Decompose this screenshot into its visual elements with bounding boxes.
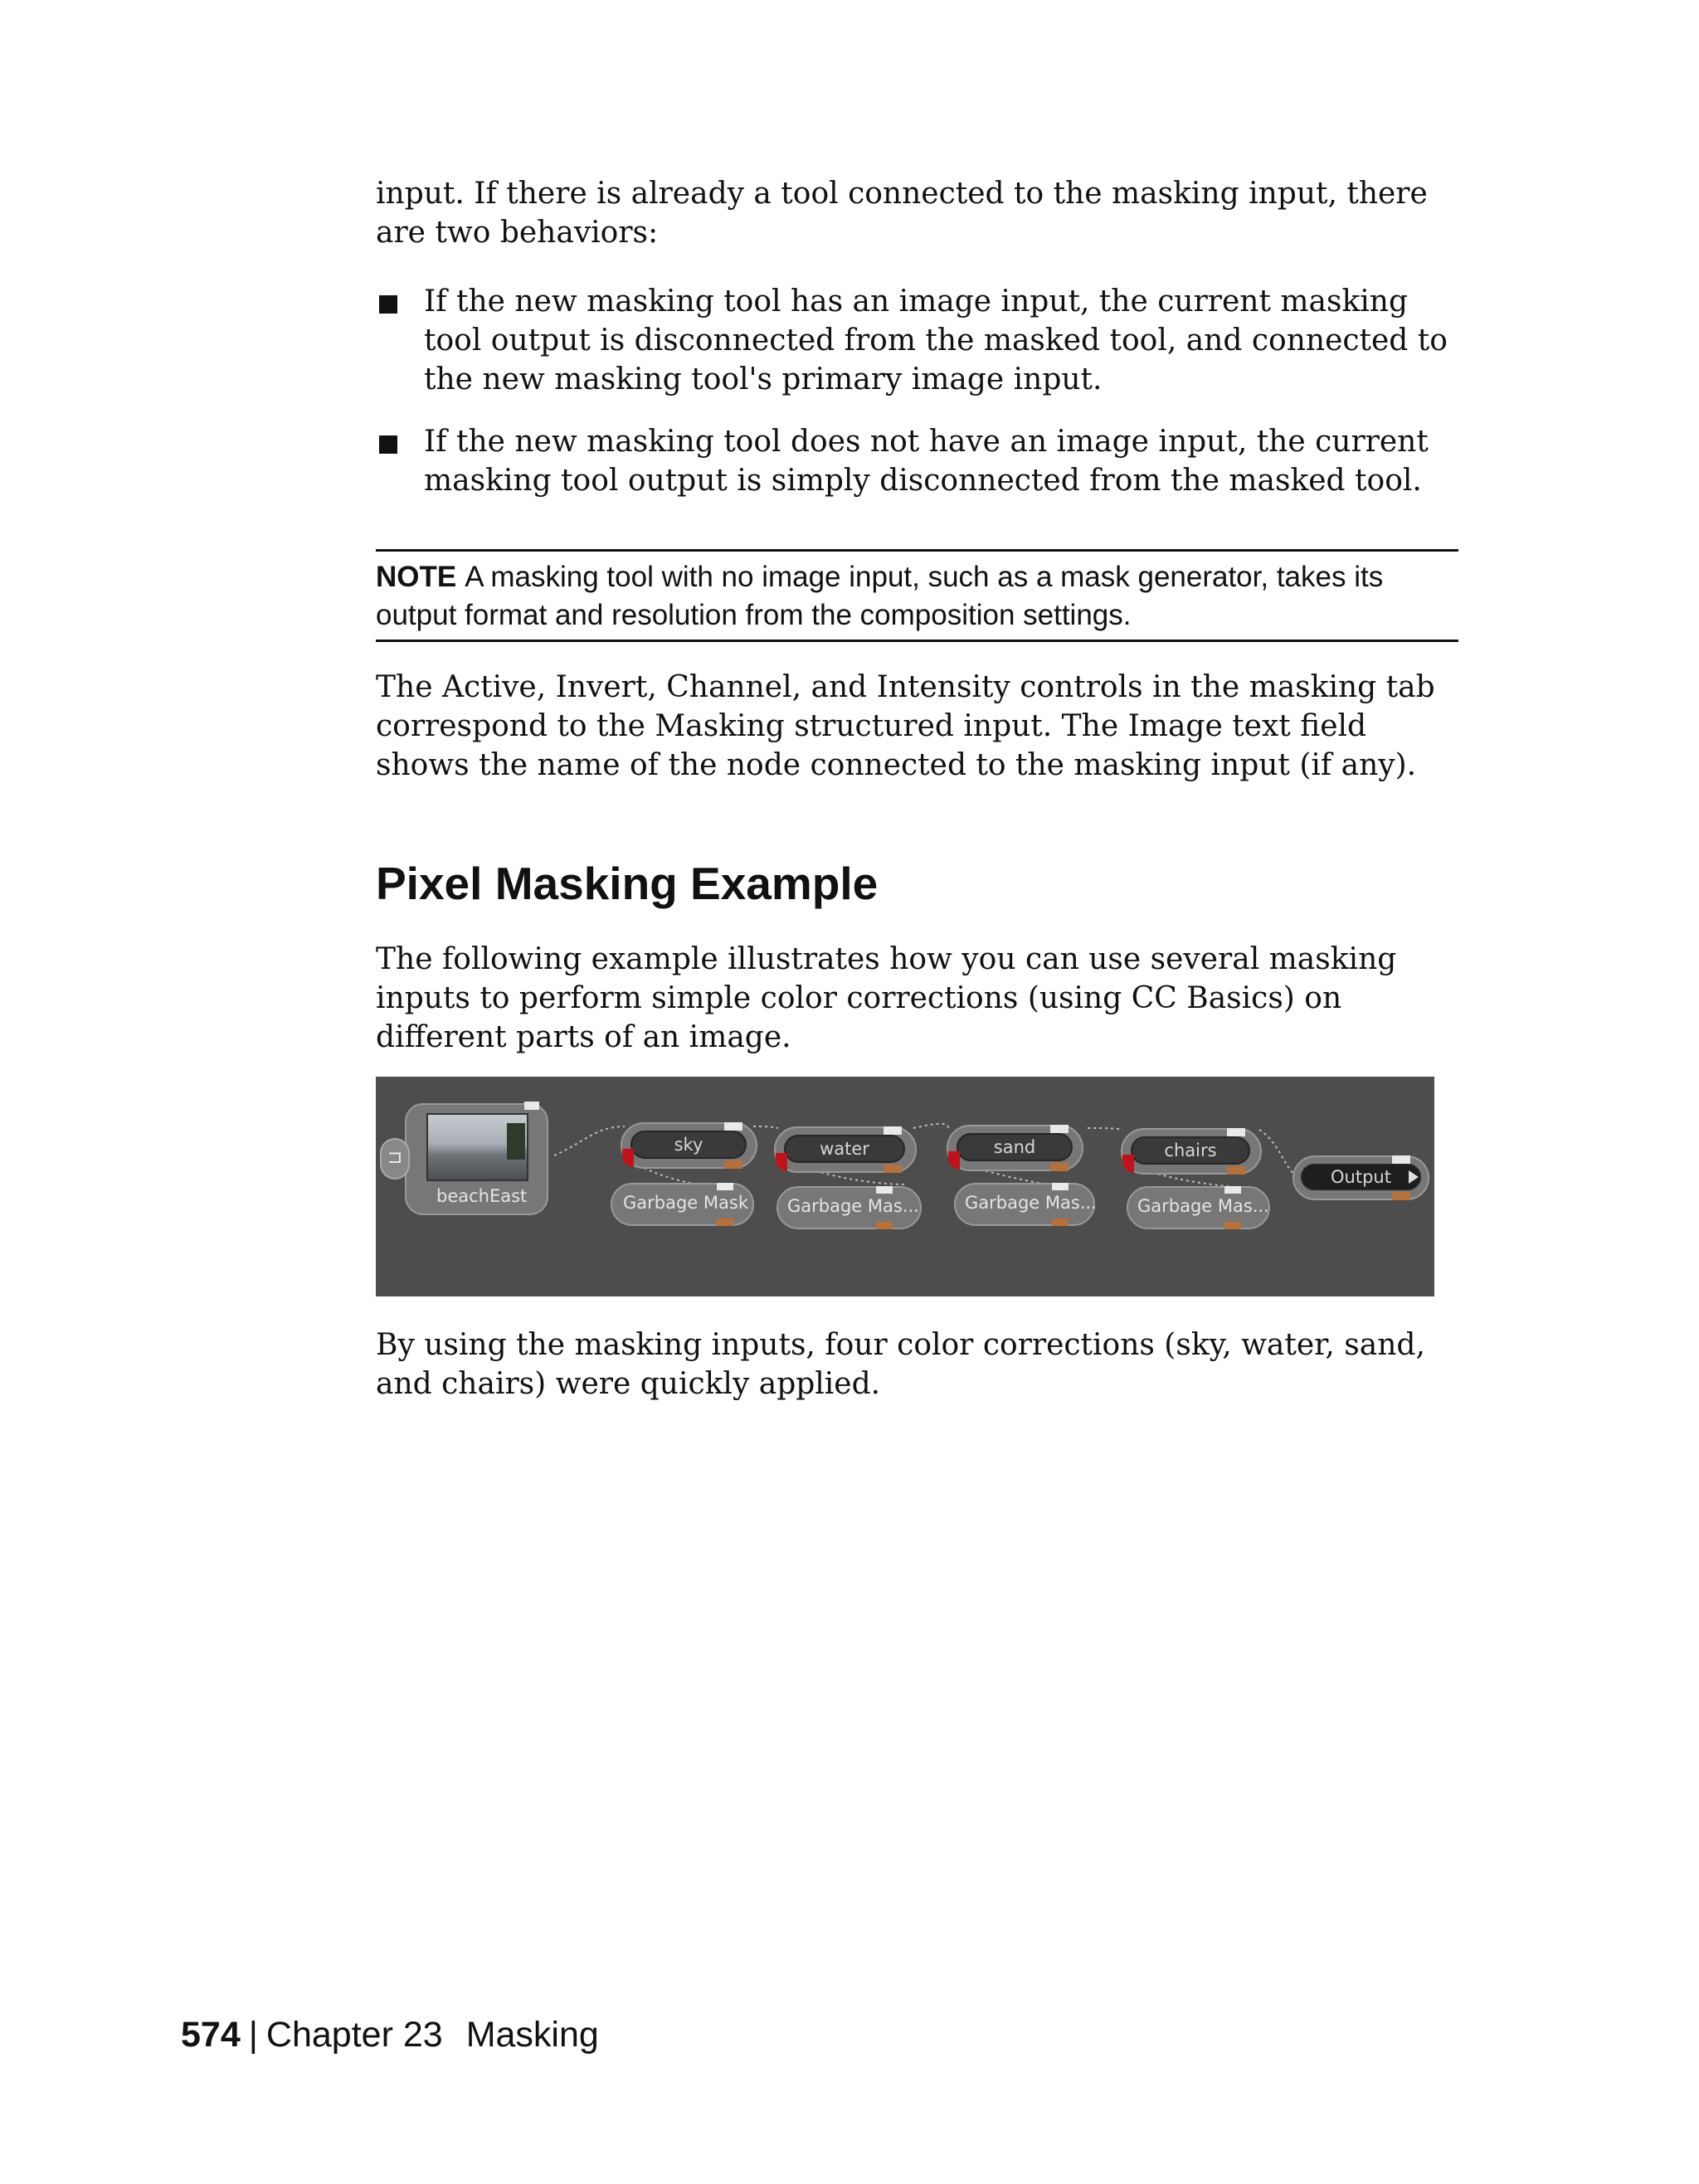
output-node[interactable] <box>1293 1155 1429 1200</box>
bullet-item-1 <box>376 282 1458 399</box>
bullet-item-2 <box>376 422 1458 500</box>
mask-node-4[interactable] <box>1127 1186 1270 1229</box>
intro-paragraph <box>376 174 1458 252</box>
caption-text: By using the masking inputs, four color corrections (sky, water, sand, and chairs) were quickly applied. <box>376 1328 1425 1401</box>
footer-chapter: Chapter 23 <box>265 2015 443 2055</box>
bullet-text-2: If the new masking tool does not have an image input, the current masking tool output is simply disconnected from the masked tool. <box>424 425 1429 498</box>
controls-paragraph <box>376 668 1458 785</box>
source-node-label: beachEast <box>436 1186 528 1206</box>
example-text: The following example illustrates how you can use several masking inputs to perform simple color corrections (using CC Basics) on different parts of an image. <box>376 942 1397 1054</box>
node-graph-figure <box>376 1077 1434 1296</box>
note-label: NOTE <box>376 561 457 593</box>
source-node-beacheast[interactable] <box>405 1103 548 1215</box>
footer-title: Masking <box>465 2015 599 2055</box>
mask-node-2-label: Garbage Mas... <box>787 1196 919 1216</box>
page-footer <box>181 2011 599 2058</box>
note-box <box>376 549 1458 642</box>
cc-node-sand-label: sand <box>957 1133 1073 1161</box>
source-input-icon[interactable]: ⊐ <box>380 1138 410 1180</box>
cc-node-sky-label: sky <box>630 1131 747 1159</box>
thumbnail-image <box>426 1113 528 1181</box>
section-heading: Pixel Masking Example <box>376 858 879 909</box>
cc-node-sky[interactable] <box>621 1122 757 1169</box>
caption-paragraph <box>376 1325 1458 1403</box>
intro-text: input. If there is already a tool connected to the masking input, there are two behaviors: <box>376 177 1428 250</box>
controls-text: The Active, Invert, Channel, and Intensity controls in the masking tab correspond to the Masking structured input. The Image text field shows the name of the node connected to the masking input (if any). <box>376 670 1435 782</box>
output-node-label: Output <box>1301 1164 1421 1190</box>
mask-node-1[interactable] <box>611 1183 754 1226</box>
cc-node-chairs-label: chairs <box>1131 1136 1250 1165</box>
page-number: 574 <box>181 2015 241 2055</box>
cc-node-water[interactable] <box>774 1126 917 1173</box>
mask-node-3[interactable] <box>954 1183 1095 1226</box>
bullet-text-1: If the new masking tool has an image input, the current masking tool output is disconnected from the masked tool, and connected to the new masking tool's primary image input. <box>424 285 1448 396</box>
play-arrow-icon <box>1409 1170 1419 1184</box>
mask-node-2[interactable] <box>776 1186 922 1229</box>
mask-node-4-label: Garbage Mas... <box>1137 1196 1269 1216</box>
mask-node-1-label: Garbage Mask <box>623 1193 748 1213</box>
cc-node-sand[interactable] <box>947 1125 1083 1171</box>
bullet-square-icon <box>379 435 397 454</box>
cc-node-chairs[interactable] <box>1121 1128 1262 1175</box>
cc-node-water-label: water <box>784 1135 905 1163</box>
note-text: A masking tool with no image input, such as a mask generator, takes its output format and resolution from the composition settings. <box>376 561 1384 631</box>
footer-separator: | <box>248 2015 258 2055</box>
mask-node-3-label: Garbage Mas... <box>965 1193 1097 1213</box>
example-paragraph <box>376 940 1458 1057</box>
bullet-square-icon <box>379 295 397 314</box>
